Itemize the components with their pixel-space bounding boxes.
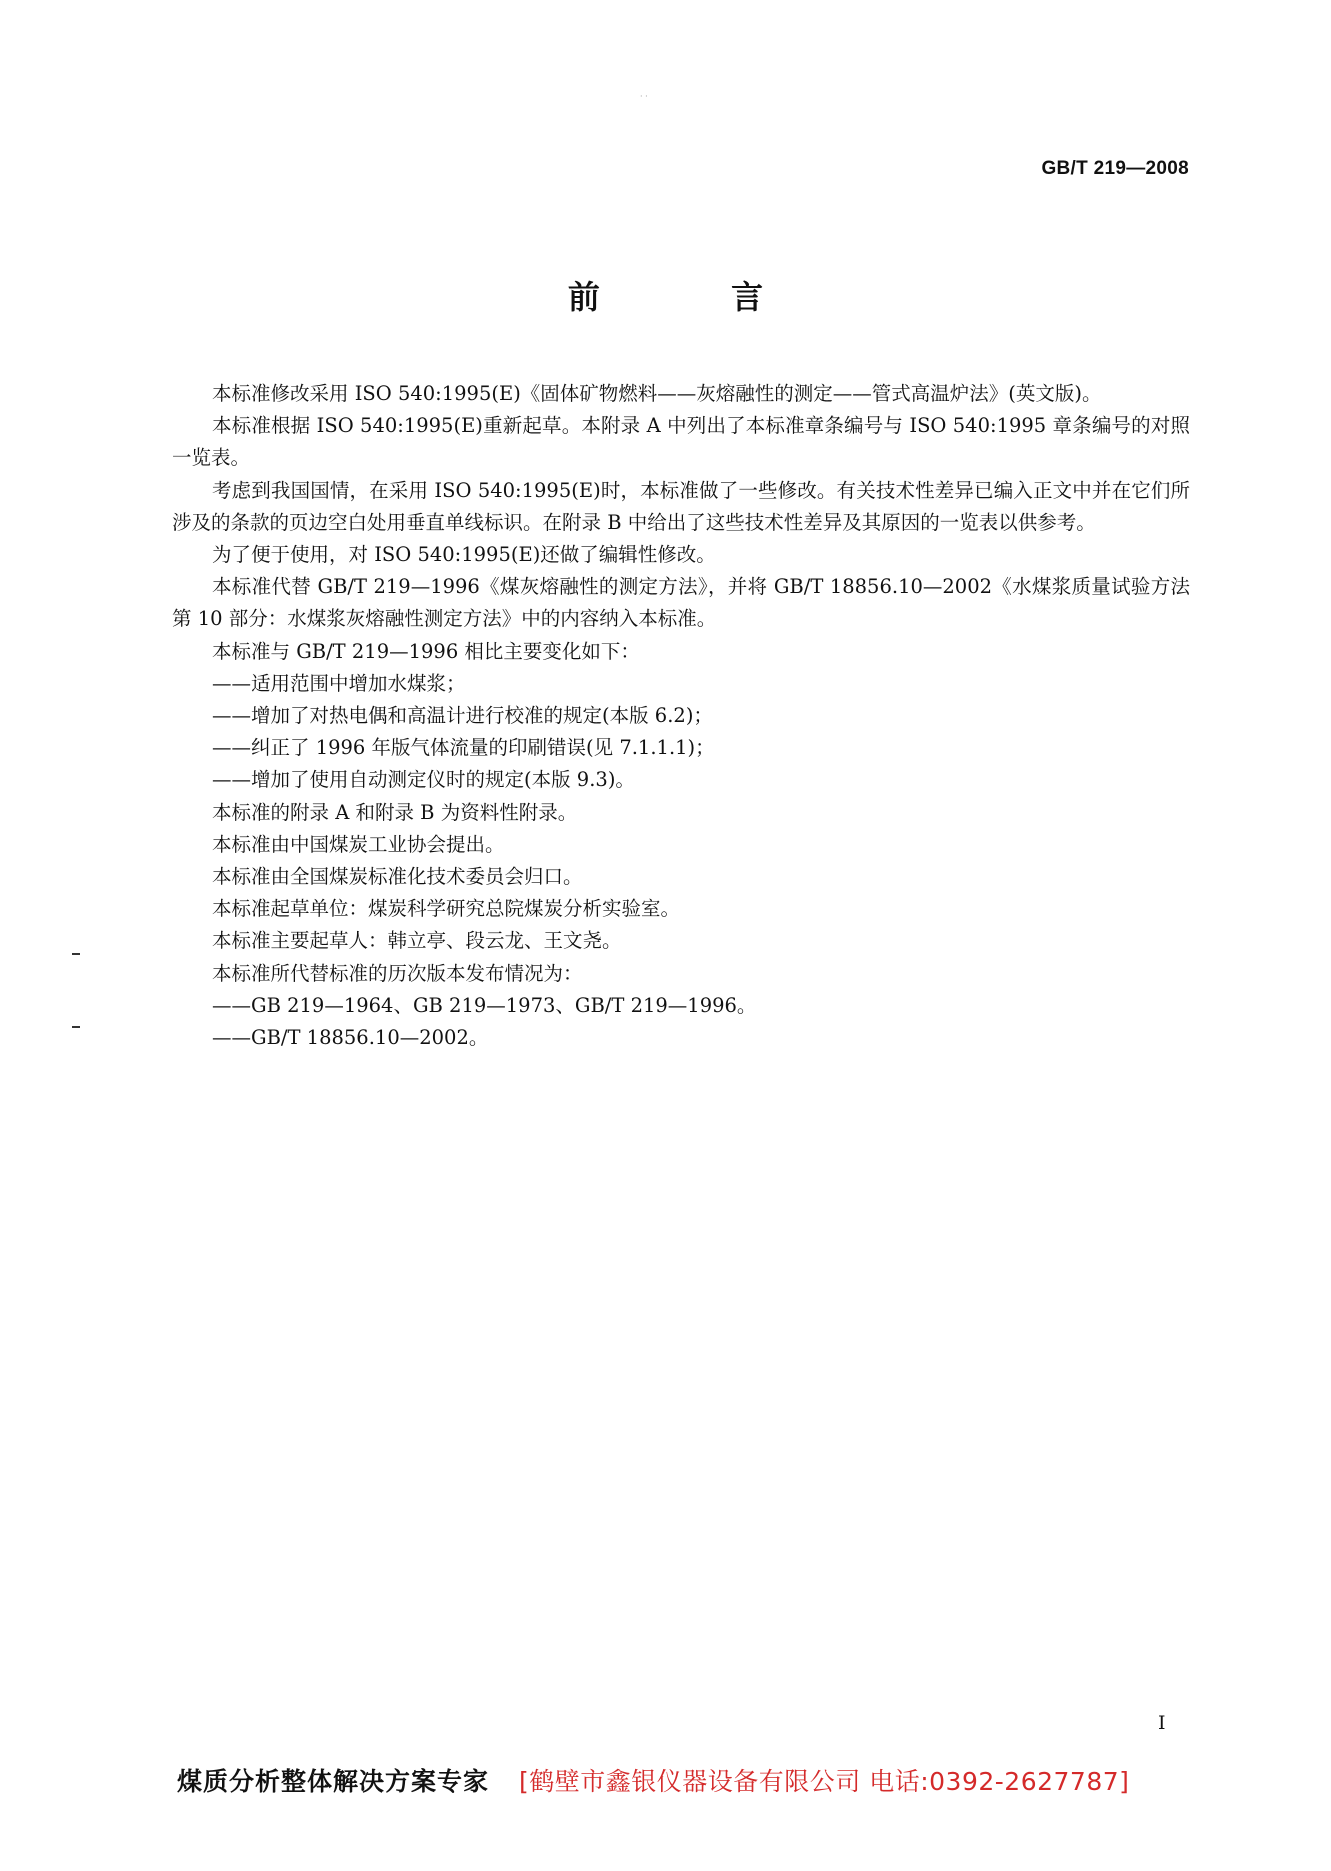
paragraph: 本标准代替 GB/T 219—1996《煤灰熔融性的测定方法》，并将 GB/T 18856.10—2002《水煤浆质量试验方法 第 10 部分：水煤浆灰熔融性测定方法》中的内容纳入本标准。 bbox=[172, 575, 1210, 631]
document-code: GB/T 219—2008 bbox=[1041, 158, 1189, 179]
change-list-item: ——增加了对热电偶和高温计进行校准的规定(本版 6.2)； bbox=[212, 704, 713, 728]
statement: 本标准所代替标准的历次版本发布情况为： bbox=[212, 961, 583, 985]
margin-change-mark bbox=[72, 953, 80, 955]
statement: 本标准起草单位：煤炭科学研究总院煤炭分析实验室。 bbox=[212, 897, 681, 921]
change-list-item: ——增加了使用自动测定仪时的规定(本版 9.3)。 bbox=[212, 768, 635, 792]
paragraph: 本标准与 GB/T 219—1996 相比主要变化如下： bbox=[212, 639, 640, 663]
footer-slogan: 煤质分析整体解决方案专家 bbox=[177, 1767, 490, 1796]
change-list-item: ——适用范围中增加水煤浆； bbox=[212, 671, 466, 695]
statement: 本标准由中国煤炭工业协会提出。 bbox=[212, 832, 505, 856]
scan-speck: · · bbox=[640, 92, 648, 101]
page-number: I bbox=[1158, 1712, 1166, 1734]
margin-change-mark bbox=[72, 1026, 80, 1028]
statement: 本标准主要起草人：韩立亭、段云龙、王文尧。 bbox=[212, 929, 622, 953]
paragraph: 本标准根据 ISO 540:1995(E)重新起草。本附录 A 中列出了本标准章条编号与 ISO 540:1995 章条编号的对照一览表。 bbox=[172, 414, 1190, 470]
page-title: 前 言 bbox=[567, 278, 824, 316]
footer-banner bbox=[177, 1762, 1129, 1798]
paragraph: 本标准修改采用 ISO 540:1995(E)《固体矿物燃料——灰熔融性的测定——管式高温炉法》(英文版)。 bbox=[212, 382, 1102, 405]
footer-company-contact: [鹤壁市鑫银仪器设备有限公司 电话:0392-2627787] bbox=[519, 1767, 1130, 1796]
statement: 本标准的附录 A 和附录 B 为资料性附录。 bbox=[212, 800, 578, 824]
change-list-item: ——纠正了 1996 年版气体流量的印刷错误(见 7.1.1.1)； bbox=[212, 736, 715, 760]
paragraph: 为了便于使用，对 ISO 540:1995(E)还做了编辑性修改。 bbox=[212, 543, 716, 567]
paragraph: 考虑到我国国情，在采用 ISO 540:1995(E)时，本标准做了一些修改。有关技术性差异已编入正文中并在它们所涉及的条款的页边空白处用垂直单线标识。在附录 B 中给出了这些技术性差异及其原因的一览表以供参考。 bbox=[172, 478, 1190, 534]
foreword-body bbox=[172, 378, 1210, 1054]
history-list-item: ——GB/T 18856.10—2002。 bbox=[212, 1026, 489, 1050]
history-list-item: ——GB 219—1964、GB 219—1973、GB/T 219—1996。 bbox=[212, 993, 757, 1017]
statement: 本标准由全国煤炭标准化技术委员会归口。 bbox=[212, 865, 583, 889]
